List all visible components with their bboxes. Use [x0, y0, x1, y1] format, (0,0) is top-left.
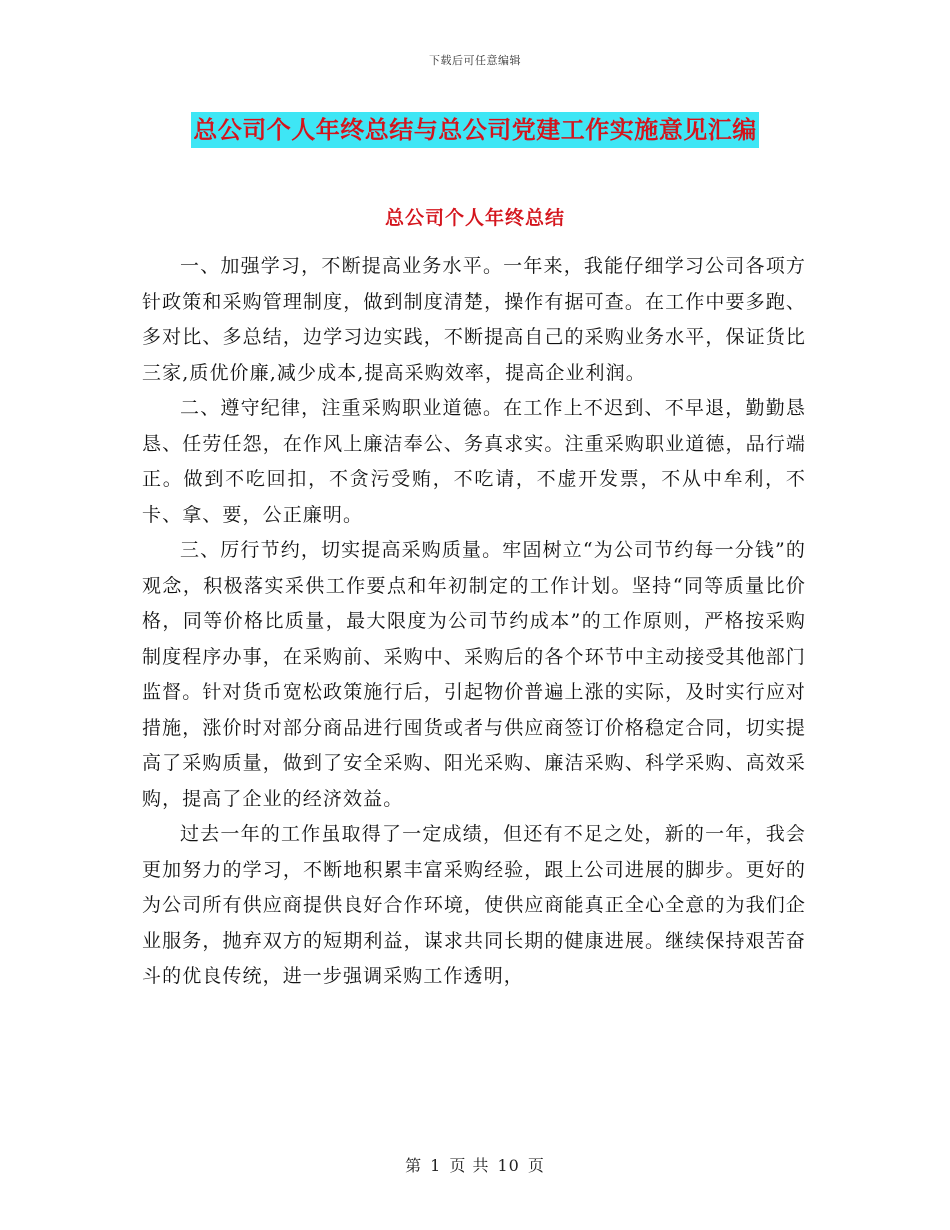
paragraph-2: 二、遵守纪律，注重采购职业道德。在工作上不迟到、不早退，勤勤恳恳、任劳任怨，在作风上廉洁奉公、务真求实。注重采购职业道德，品行端正。做到不吃回扣，不贪污受贿，不吃请，不虚开发票，不从中牟利，不卡、拿、要，公正廉明。 [142, 397, 806, 526]
footer-prefix: 第 [405, 1156, 423, 1175]
document-title-container [0, 112, 950, 148]
header-note: 下载后可任意编辑 [429, 54, 521, 67]
page-footer [0, 1153, 950, 1176]
footer-mid: 页 共 [449, 1156, 490, 1175]
paragraph-1: 一、加强学习，不断提高业务水平。一年来，我能仔细学习公司各项方针政策和采购管理制度，做到制度清楚，操作有据可查。在工作中要多跑、多对比、多总结，边学习边实践，不断提高自己的采购业务水平，保证货比三家,质优价廉,减少成本,提高采购效率，提高企业利润。 [142, 255, 806, 384]
footer-suffix: 页 [527, 1156, 545, 1175]
document-title: 总公司个人年终总结与总公司党建工作实施意见汇编 [191, 112, 759, 148]
body-text [142, 249, 806, 995]
footer-page-number: 1 [430, 1156, 442, 1175]
paragraph-3: 三、厉行节约，切实提高采购质量。牢固树立“为公司节约每一分钱”的观念，积极落实采供工作要点和年初制定的工作计划。坚持“同等质量比价格，同等价格比质量，最大限度为公司节约成本”的工作原则，严格按采购制度程序办事，在采购前、采购中、采购后的各个环节中主动接受其他部门监督。针对货币宽松政策施行后，引起物价普遍上涨的实际，及时实行应对措施，涨价时对部分商品进行囤货或者与供应商签订价格稳定合同，切实提高了采购质量，做到了安全采购、阳光采购、廉洁采购、科学采购、高效采购，提高了企业的经济效益。 [142, 539, 806, 810]
section-title: 总公司个人年终总结 [384, 207, 565, 229]
footer-total-pages: 10 [497, 1156, 520, 1175]
paragraph-4: 过去一年的工作虽取得了一定成绩，但还有不足之处，新的一年，我会更加努力的学习，不断地积累丰富采购经验，跟上公司进展的脚步。更好的为公司所有供应商提供良好合作环境，使供应商能真正全心全意的为我们企业服务，抛弃双方的短期利益，谋求共同长期的健康进展。继续保持艰苦奋斗的优良传统，进一步强调采购工作透明， [142, 823, 806, 987]
